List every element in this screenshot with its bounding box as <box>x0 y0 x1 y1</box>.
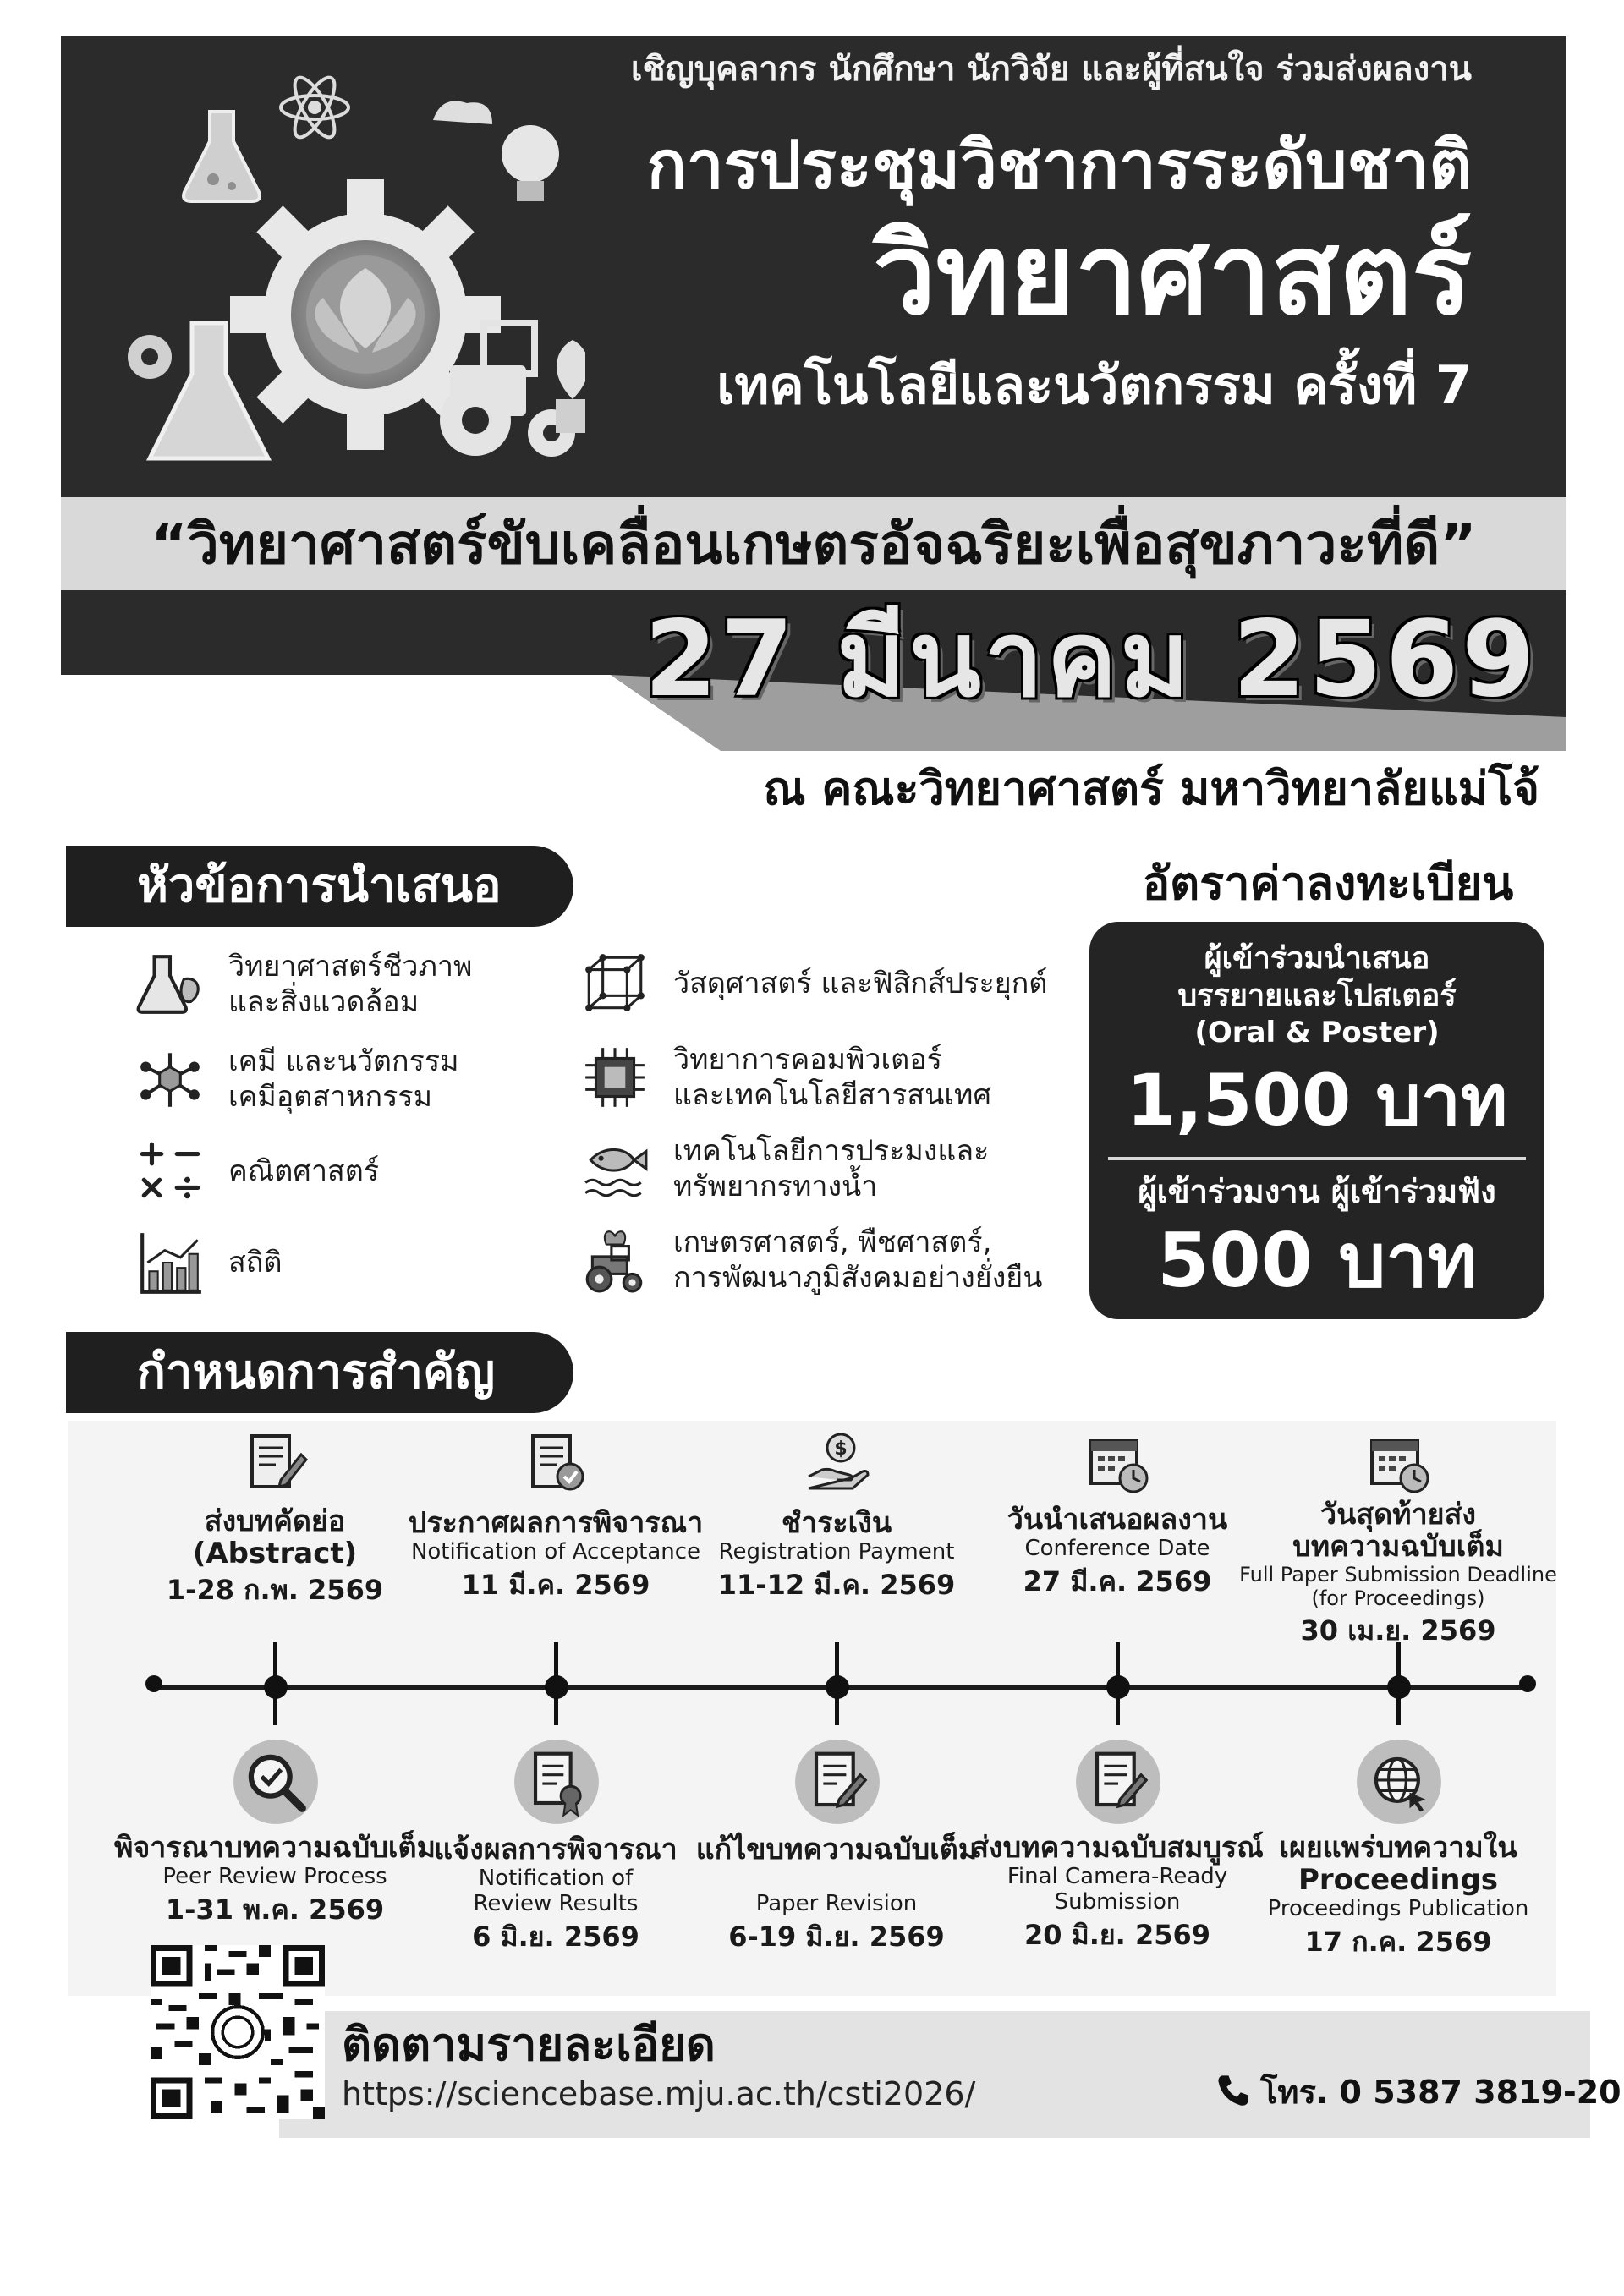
milestone-subtitle: Notification of Review Results <box>473 1866 639 1916</box>
milestone-acceptance <box>395 1507 716 1602</box>
conference-theme: “วิทยาศาสตร์ขับเคลื่อนเกษตรอัจฉริยะเพื่อสุขภาวะที่ดี” <box>151 512 1477 577</box>
presenter-fee: 1,500 บาท <box>1126 1059 1508 1142</box>
milestone-date: 1-28 ก.พ. 2569 <box>166 1574 384 1606</box>
dates-heading: กำหนดการสำคัญ <box>66 1332 573 1413</box>
timeline-tick <box>554 1687 558 1725</box>
milestone-subtitle: Final Camera-Ready Submission <box>1007 1864 1228 1915</box>
document-pen-icon <box>242 1429 310 1497</box>
magnifier-check-icon <box>232 1738 320 1826</box>
milestone-title: ประกาศผลการพิจารณา <box>408 1506 704 1540</box>
milestone-date: 17 ก.ค. 2569 <box>1304 1926 1492 1958</box>
attendee-fee: 500 บาท <box>1157 1217 1477 1304</box>
milestone-title: วันสุดท้ายส่ง บทความฉบับเต็ม <box>1292 1498 1504 1564</box>
topic-label: คณิตศาสตร์ <box>228 1154 380 1188</box>
milestone-date: 11-12 มี.ค. 2569 <box>717 1569 956 1601</box>
presenter-label: ผู้เข้าร่วมนำเสนอ <box>1204 941 1430 976</box>
milestone-title: ส่งบทคัดย่อ (Abstract) <box>192 1504 358 1570</box>
presenter-label-3: (Oral & Poster) <box>1194 1016 1440 1049</box>
chip-icon <box>580 1043 650 1112</box>
calendar-clock-icon <box>1084 1429 1152 1497</box>
topic-item <box>580 1042 991 1113</box>
fee-divider <box>1108 1157 1526 1160</box>
conference-title-line3: เทคโนโลยีและนวัตกรรม ครั้งที่ 7 <box>716 354 1472 416</box>
timeline-end-dot <box>145 1675 162 1692</box>
presenter-label-2: บรรยายและโปสเตอร์ <box>1177 978 1457 1013</box>
milestone-title: แจ้งผลการพิจารณา <box>434 1833 678 1866</box>
milestone-title: ส่งบทความฉบับสมบูรณ์ <box>971 1831 1264 1865</box>
topic-label: เกษตรศาสตร์, พืชศาสตร์, การพัฒนาภูมิสังคมอย่างยั่งยืน <box>673 1225 1043 1295</box>
topic-item <box>135 1228 282 1297</box>
milestone-subtitle: Peer Review Process <box>162 1864 387 1889</box>
flask-leaf-icon <box>135 950 205 1019</box>
topic-label: สถิติ <box>228 1246 283 1280</box>
topics-heading: หัวข้อการนำเสนอ <box>66 846 573 927</box>
timeline-tick <box>835 1687 839 1725</box>
timeline-tick <box>1396 1687 1401 1725</box>
attendee-label: ผู้เข้าร่วมงาน ผู้เข้าร่วมฟัง <box>1138 1173 1496 1210</box>
topic-label: เทคโนโลยีการประมงและ ทรัพยากรทางน้ำ <box>673 1134 990 1203</box>
milestone-title: ชำระเงิน <box>781 1506 892 1540</box>
milestone-abstract <box>114 1505 436 1607</box>
fish-icon <box>580 1134 650 1203</box>
certificate-icon <box>513 1738 601 1826</box>
milestone-subtitle: Full Paper Submission Deadline (for Proceedings) <box>1239 1563 1557 1610</box>
topic-label: วิทยาศาสตร์ชีวภาพ และสิ่งแวดล้อม <box>228 950 473 1019</box>
milestone-date: 6 มิ.ย. 2569 <box>472 1921 639 1953</box>
topic-item <box>580 949 1047 1018</box>
topic-item <box>580 1133 989 1204</box>
cube-lattice-icon <box>580 949 650 1018</box>
hand-coin-icon <box>804 1429 871 1497</box>
milestone-date: 1-31 พ.ค. 2569 <box>165 1893 385 1926</box>
milestone-subtitle: Conference Date <box>1024 1536 1210 1561</box>
phone-number[interactable]: โทร. 0 5387 3819-20 <box>1260 2074 1621 2111</box>
topic-label: วัสดุศาสตร์ และฟิสิกส์ประยุกต์ <box>673 967 1048 1000</box>
event-date: 27 มีนาคม 2569 <box>644 599 1539 721</box>
timeline-end-dot <box>1519 1675 1536 1692</box>
conference-title-line1: การประชุมวิชาการระดับชาติ <box>646 128 1472 204</box>
qr-code[interactable] <box>151 1945 325 2119</box>
document-edit-icon <box>1074 1738 1162 1826</box>
milestone-full-paper <box>1221 1499 1576 1647</box>
milestone-title: พิจารณาบทความฉบับเต็ม <box>113 1831 436 1865</box>
timeline-tick <box>1116 1687 1120 1725</box>
milestone-title: วันนำเสนอผลงาน <box>1007 1503 1228 1537</box>
document-check-icon <box>523 1429 590 1497</box>
topic-label: วิทยาการคอมพิวเตอร์ และเทคโนโลยีสารสนเทศ <box>673 1043 992 1112</box>
milestone-subtitle: Proceedings Publication <box>1267 1896 1529 1921</box>
milestone-date: 20 มิ.ย. 2569 <box>1023 1919 1211 1951</box>
phone-icon <box>1215 2072 1252 2109</box>
milestone-review-results <box>395 1833 716 1954</box>
topic-item <box>580 1225 1042 1296</box>
tractor-icon <box>580 1225 650 1295</box>
milestone-publication <box>1237 1832 1559 1959</box>
milestone-subtitle: Paper Revision <box>755 1891 918 1916</box>
science-agriculture-illustration <box>61 36 585 475</box>
timeline-tick <box>273 1687 277 1725</box>
milestone-subtitle: Notification of Acceptance <box>410 1539 701 1564</box>
milestone-title: เผยแพร่บทความใน Proceedings <box>1279 1831 1517 1897</box>
svg-text:$: $ <box>834 1438 848 1460</box>
invitation-text: เชิญบุคลากร นักศึกษา นักวิจัย และผู้ที่สนใจ ร่วมส่งผลงาน <box>630 50 1472 89</box>
calendar-clock-icon <box>1365 1429 1433 1497</box>
topic-item <box>135 1044 459 1115</box>
milestone-date: 27 มี.ค. 2569 <box>1023 1565 1212 1597</box>
milestone-subtitle: Registration Payment <box>718 1539 955 1564</box>
fee-heading: อัตราค่าลงทะเบียน <box>1142 857 1514 910</box>
venue: ณ คณะวิทยาศาสตร์ มหาวิทยาลัยแม่โจ้ <box>763 762 1539 815</box>
conference-title-line2: วิทยาศาสตร์ <box>873 210 1472 340</box>
globe-cursor-icon <box>1355 1738 1443 1826</box>
math-operators-icon <box>135 1137 205 1206</box>
topic-label: เคมี และนวัตกรรม เคมีอุตสาหกรรม <box>228 1044 459 1114</box>
milestone-payment <box>676 1507 997 1602</box>
document-edit-icon <box>793 1738 881 1826</box>
milestone-title: แก้ไขบทความฉบับเต็ม <box>695 1833 978 1866</box>
topic-item <box>135 949 472 1020</box>
milestone-date: 6-19 มิ.ย. 2569 <box>728 1921 945 1953</box>
topic-item <box>135 1137 379 1206</box>
molecule-icon <box>135 1044 205 1114</box>
bar-chart-icon <box>135 1228 205 1297</box>
milestone-date: 11 มี.ค. 2569 <box>461 1569 650 1601</box>
website-link[interactable]: https://sciencebase.mju.ac.th/csti2026/ <box>342 2075 976 2112</box>
follow-details-label: ติดตามรายละเอียด <box>342 2018 716 2071</box>
milestone-date: 30 เม.ย. 2569 <box>1300 1614 1496 1647</box>
